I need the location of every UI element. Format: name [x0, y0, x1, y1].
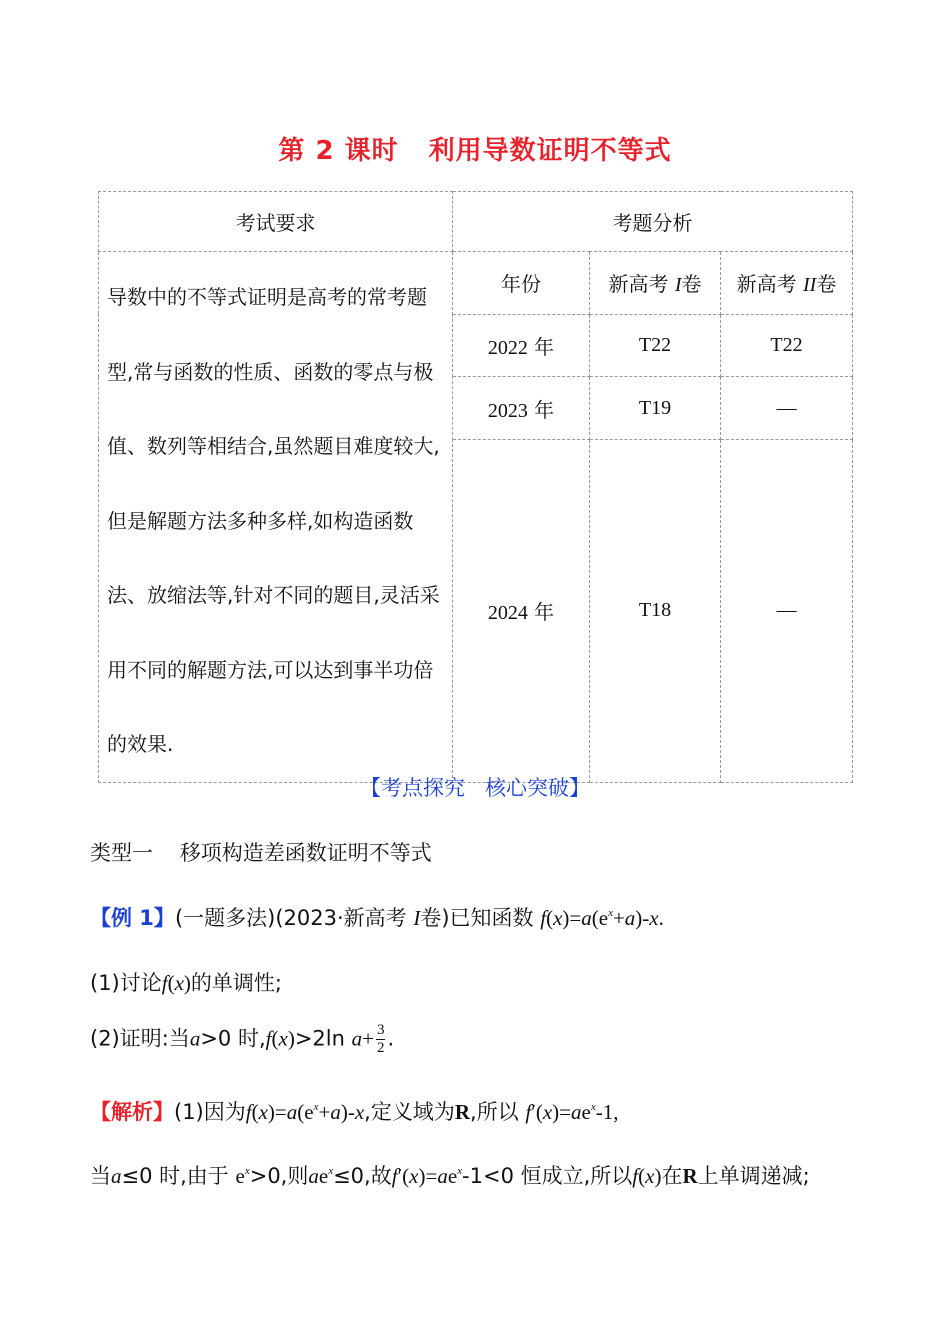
fraction: $\frac{3}{2}$ [376, 1022, 385, 1056]
row-year: 2022 年 [453, 314, 590, 377]
lesson-number: 第 2 课时 [278, 136, 399, 166]
row-paper2: T22 [721, 314, 853, 377]
example1-statement: 【例 1】(一题多法)(2023·新高考 I卷)已知函数 $f(x)=a(e^x+a)-x$. [90, 906, 664, 930]
row-year: 2024 年 [453, 439, 590, 782]
row-year: 2023 年 [453, 377, 590, 440]
type1-heading: 类型一 移项构造差函数证明不等式 [90, 841, 432, 865]
solution-line-2: 当a≤0 时,由于 $e^x>0$,则$ae^x\le 0$,故$f'(x)=ae^x-1<0$ 恒成立,所以f(x)在R上单调递减; [90, 1164, 810, 1188]
question-2: (2)证明:当a>0 时,f(x)>2ln a+ $\frac{3}{2}$ . [90, 1022, 395, 1056]
lesson-title: 利用导数证明不等式 [428, 136, 672, 166]
row-paper2: — [721, 439, 853, 782]
requirement-text: 导数中的不等式证明是高考的常考题型,常与函数的性质、函数的零点与极值、数列等相结合,虽然题目难度较大,但是解题方法多种多样,如构造函数法、放缩法等,针对不同的题目,灵活采用不同的解题方法,可以达到事半功倍的效果. [99, 252, 453, 783]
header-analysis: 考题分析 [453, 192, 853, 252]
header-requirements: 考试要求 [99, 192, 453, 252]
solution-tag: 【解析】 [90, 1100, 174, 1124]
row-paper1: T19 [590, 377, 721, 440]
subheader-paper2: 新高考 II卷 [721, 252, 853, 315]
row-paper1: T22 [590, 314, 721, 377]
question-1: (1)讨论f(x)的单调性; [90, 971, 282, 995]
row-paper1: T18 [590, 439, 721, 782]
page-title [0, 130, 950, 167]
solution-line-1: 【解析】(1)因为$f(x)=a(e^x+a)-x$,定义域为R,所以 $f'(x)=ae^x-1$, [90, 1100, 619, 1124]
exam-analysis-table [98, 191, 853, 783]
subheader-paper1: 新高考 I卷 [590, 252, 721, 315]
section-header: 【考点探究 核心突破】 [360, 776, 590, 800]
row-paper2: — [721, 377, 853, 440]
example-tag: 【例 1】 [90, 906, 175, 930]
subheader-year: 年份 [453, 252, 590, 315]
